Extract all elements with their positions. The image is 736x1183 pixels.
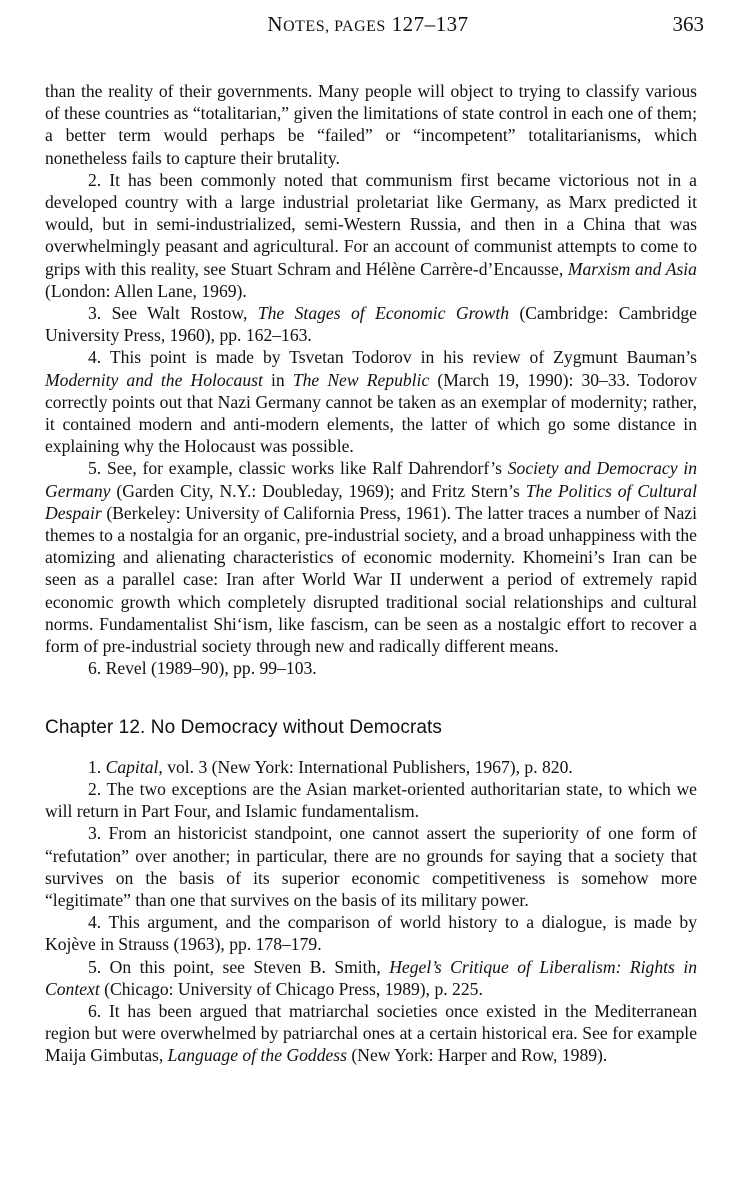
running-head-title (0, 12, 736, 37)
note-text: than the reality of their governments. Many people will object to trying to classify various of these countries as “totalitarian,” given the limitations of state control in each one of them; a better term would perhaps be “failed” or “incompetent” totalitarianisms, which nonetheless fails to capture their brutality. (45, 81, 697, 168)
book-title: The Politics of Cultural Despair (45, 480, 697, 523)
note-text: (London: Allen Lane, 1969). (45, 280, 247, 301)
note-text: 1. (88, 756, 106, 777)
note-text: (New York: Harper and Row, 1989). (347, 1045, 608, 1066)
note-text: (Garden City, N.Y.: Doubleday, 1969); and Fritz Stern’s (110, 480, 526, 501)
book-title: Marxism and Asia (567, 258, 697, 279)
note-text: (Chicago: University of Chicago Press, 1989), p. 225. (99, 978, 483, 999)
book-title: Hegel’s Critique of Liberalism: Rights in Context (45, 956, 698, 999)
book-title: Society and Democracy in Germany (45, 458, 697, 501)
note-ch12-6 (45, 1000, 697, 1067)
journal-title: The New Republic (292, 369, 430, 390)
note-ch12-1 (45, 756, 697, 778)
note-text: , vol. 3 (New York: International Publishers, 1967), p. 820. (158, 756, 573, 777)
note-text: 6. It has been argued that matriarchal societies once existed in the Mediterranean region but were overwhelmed by patriarchal ones at a certain historical era. See for example Maija Gimbutas, (45, 1000, 697, 1066)
note-ch12-5 (45, 956, 697, 1000)
running-head-range: 127–137 (385, 12, 469, 36)
note-text: 3. See Walt Rostow, (88, 303, 258, 324)
notes-body (45, 80, 697, 1067)
book-title: The Stages of Economic Growth (257, 303, 510, 324)
note-ch11-6 (45, 657, 697, 679)
chapter-heading: Chapter 12. No Democracy without Democrats (45, 717, 443, 739)
note-text: 5. See, for example, classic works like Ralf Dahrendorf’s (88, 458, 508, 479)
note-text: 6. Revel (1989–90), pp. 99–103. (88, 658, 317, 679)
book-title: Language of the Goddess (167, 1045, 348, 1066)
running-head (0, 12, 736, 42)
book-title: Modernity and the Holocaust (45, 369, 263, 390)
note-ch11-4 (45, 346, 697, 457)
note-text: (Berkeley: University of California Press, 1961). The latter traces a number of Nazi themes to a nostalgia for an organic, pre-industrial society, and a broad unhappiness with the atomizing and alienating characteristics of economic modernity. Khomeini’s Iran can be seen as a parallel case: Iran after World War II underwent a period of extremely rapid economic growth which completely disrupted traditional social relationships and cultural norms. Fundamentalist Shi‘ism, like fascism, can be seen as a nostalgic effort to recover a form of pre-industrial society through new and radically different means. (45, 502, 697, 657)
note-ch12-4 (45, 911, 697, 955)
note-text: (Cambridge: Cambridge University Press, 1960), pp. 162–163. (45, 303, 697, 346)
note-ch11-2 (45, 169, 697, 302)
note-text: in (262, 369, 293, 390)
note-text: 2. The two exceptions are the Asian market-oriented authoritarian state, to which we will return in Part Four, and Islamic fundamentalism. (45, 778, 697, 822)
note-ch11-5 (45, 457, 697, 657)
running-head-initial: N (267, 12, 284, 36)
running-head-smallcaps: OTES, PAGES (283, 18, 386, 35)
book-title: Capital (105, 756, 159, 777)
note-text: 3. From an historicist standpoint, one cannot assert the superiority of one form of “refutation” over another; in particular, there are no grounds for saying that a society that survives on the basis of its superior economic competitiveness is somehow more “legitimate” than one that survives on the basis of its military power. (45, 823, 697, 910)
note-text: 4. This argument, and the comparison of world history to a dialogue, is made by Kojève in Strauss (1963), pp. 178–179. (45, 912, 697, 955)
note-text: 5. On this point, see Steven B. Smith, (88, 956, 390, 977)
page-number: 363 (672, 12, 704, 36)
note-ch12-2 (45, 778, 697, 822)
note-text: 4. This point is made by Tsvetan Todorov in his review of Zygmunt Bauman’s (88, 347, 697, 368)
note-ch11-3 (45, 302, 697, 346)
note-ch12-3 (45, 822, 697, 911)
note-text: 2. It has been commonly noted that communism first became victorious not in a developed country with a large industrial proletariat like Germany, as Marx predicted it would, but in semi-industrialized, semi-Western Russia, and then in a China that was overwhelmingly peasant and agricultural. For an account of communist attempts to come to grips with this reality, see Stuart Schram and Hélène Carrère-d’Encausse, (45, 169, 697, 279)
note-text: (March 19, 1990): 30–33. Todorov correctly points out that Nazi Germany cannot be taken as an exemplar of modernity; rather, it contained modern and anti-modern elements, the latter of which go some distance in explaining why the Holocaust was possible. (45, 369, 698, 457)
note-continuation (45, 80, 697, 169)
